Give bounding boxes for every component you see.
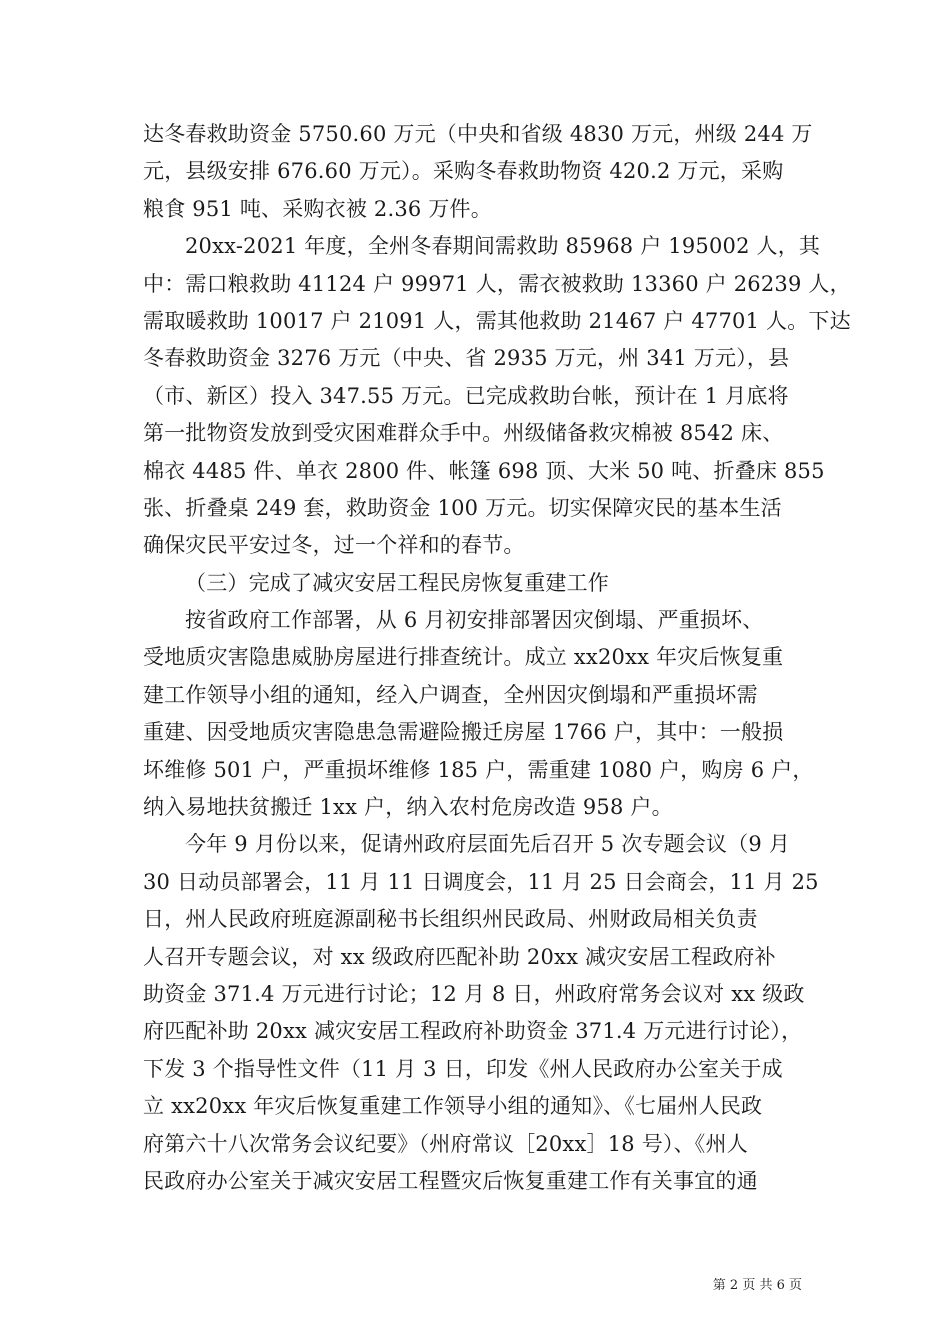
text-line: 人召开专题会议，对 xx 级政府匹配补助 20xx 减灾安居工程政府补 [143,944,776,969]
text-line: 受地质灾害隐患威胁房屋进行排查统计。成立 xx20xx 年灾后恢复重 [143,645,784,670]
text-line: 需取暖救助 10017 户 21091 人，需其他救助 21467 户 47701 人。下达 [143,308,851,333]
section-heading: （三）完成了减灾安居工程民房恢复重建工作 [185,570,609,595]
text-line: 30 日动员部署会，11 月 11 日调度会，11 月 25 日会商会，11 月 25 [143,869,819,894]
text-line: 民政府办公室关于减灾安居工程暨灾后恢复重建工作有关事宜的通 [143,1168,758,1193]
text-line: 张、折叠桌 249 套，救助资金 100 万元。切实保障灾民的基本生活 [143,495,782,520]
text-line: （市、新区）投入 347.55 万元。已完成救助台帐，预计在 1 月底将 [143,383,789,408]
text-line: 棉衣 4485 件、单衣 2800 件、帐篷 698 顶、大米 50 吨、折叠床 855 [143,458,825,483]
text-line: 助资金 371.4 万元进行讨论；12 月 8 日，州政府常务会议对 xx 级政 [143,981,805,1006]
text-line: 达冬春救助资金 5750.60 万元（中央和省级 4830 万元，州级 244 万 [143,122,813,146]
text-line: 冬春救助资金 3276 万元（中央、省 2935 万元，州 341 万元），县 [143,346,790,371]
text-line: 确保灾民平安过冬，过一个祥和的春节。 [143,533,525,558]
text-line: 按省政府工作部署，从 6 月初安排部署因灾倒塌、严重损坏、 [185,608,764,633]
text-line: 日，州人民政府班庭源副秘书长组织州民政局、州财政局相关负责 [143,907,758,932]
text-line: 下发 3 个指导性文件（11 月 3 日，印发《州人民政府办公室关于成 [143,1056,783,1081]
text-line: 第一批物资发放到受灾困难群众手中。州级储备救灾棉被 8542 床、 [143,421,784,446]
page-number: 第 2 页 共 6 页 [712,1278,802,1293]
text-line: 府匹配补助 20xx 减灾安居工程政府补助资金 371.4 万元进行讨论）， [143,1019,803,1044]
text-line: 今年 9 月份以来，促请州政府层面先后召开 5 次专题会议（9 月 [185,832,791,857]
text-line: 中：需口粮救助 41124 户 99971 人，需衣被救助 13360 户 26239 人， [143,271,851,296]
text-line: 府第六十八次常务会议纪要》（州府常议［20xx］18 号）、《州人 [143,1131,748,1156]
text-line: 粮食 951 吨、采购衣被 2.36 万件。 [143,196,492,221]
text-line: 重建、因受地质灾害隐患急需避险搬迁房屋 1766 户，其中：一般损 [143,720,784,745]
text-line: 纳入易地扶贫搬迁 1xx 户，纳入农村危房改造 958 户。 [143,795,673,820]
text-line: 20xx-2021 年度，全州冬春期间需救助 85968 户 195002 人，其 [185,234,821,259]
text-line: 建工作领导小组的通知，经入户调查，全州因灾倒塌和严重损坏需 [143,682,758,707]
text-line: 元，县级安排 676.60 万元）。采购冬春救助物资 420.2 万元，采购 [143,159,784,184]
document-body [143,116,851,1200]
text-line: 坏维修 501 户，严重损坏维修 185 户，需重建 1080 户，购房 6 户， [143,757,814,782]
text-line: 立 xx20xx 年灾后恢复重建工作领导小组的通知》、《七届州人民政 [143,1094,763,1119]
